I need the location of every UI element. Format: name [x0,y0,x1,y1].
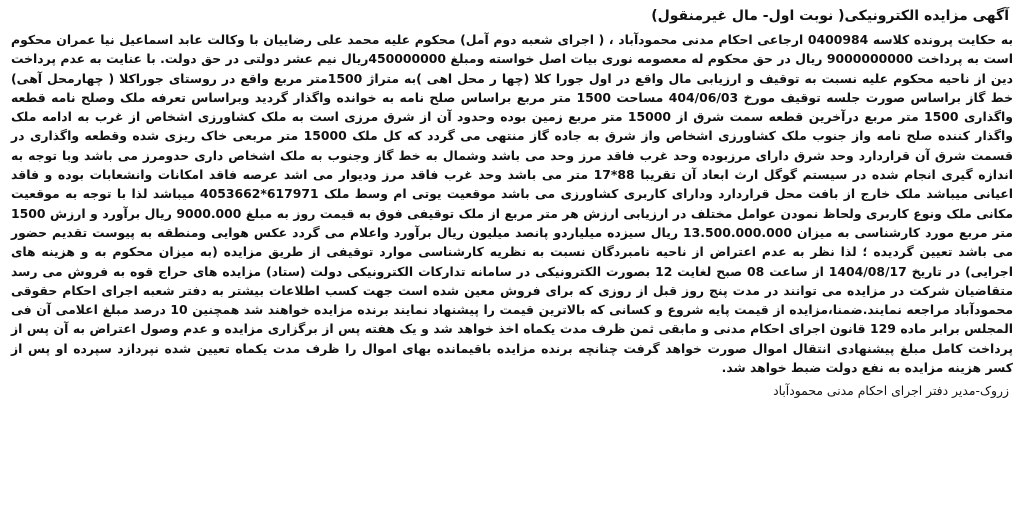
notice-body: به حکایت پرونده کلاسه 0400984 ارجاعی احکام مدنی محمودآباد ، ( اجرای شعبه دوم آمل) محکوم علیه محمد علی رضاییان با وکالت عابد اسماعیل نیا عمران محکوم است به پرداخت 9000000000 ریال در حق محکوم له معصومه نوری بیات اصل خواسته ومبلغ 450000000ریال نیم عشر دولتی در حق دولت. با عنایت به عدم پرداخت دین از ناحیه محکوم علیه نسبت به توقیف و ارزیابی مال واقع در اول جورا کلا (چها ر محل اهی )به متراژ 1500متر مربع واقع در روستای جوراکلا ( چهارمحل آهی) خط گاز براساس صورت جلسه توقیف مورخ 404/06/03 مساحت 1500 متر مربع براساس صلح نامه به خوانده واگذار گردید وبراساس تعرفه ملک وصلح نامه قطعه واگذاری 1500 متر مربع درآخرین قطعه سمت شرق از 15000 متر مربع زمین بوده وحدود آن از شرق مرزی است به ملک کشاورزی اشخاص از غرب به ادامه ملک واگذار کننده صلح نامه واز جنوب ملک کشاورزی اشخاص واز شرق به جاده گاز منتهی می گردد که کل ملک 15000 متر مربعی خاک ریزی شده وقطعه واگذاری در قسمت شرق آن قراردارد وحد شرق دارای مرزبوده وحد غرب فاقد مرز وحد می باشد وشمال به خط گاز وجنوب به ملک اشخاص داری حدومرز می باشد وبا توجه به اندازه گیری انجام شده در سیستم گوگل ارث ابعاد آن تقریبا 88*17 متر می باشد وحد غرب فاقد مرز ودیوار می اشد عرصه فاقد امکانات وانشعابات بوده و فاقد اعیانی میباشد ملک خارج از بافت محل قراردارد ودارای کاربری کشاورزی می باشد موقعیت یوتی ام وسط ملک 617971*4053662 میباشد لذا با توجه به موقعیت مکانی ملک ونوع کاربری ولحاظ نمودن عوامل مختلف در ارزیابی ارزش هر متر مربع از ملک توقیفی فوق به قیمت روز به مبلغ 9000.000 ریال برآورد و ارزش 1500 متر مربع مورد کارشناسی به میزان 13.500.000.000 ریال سیزده میلیاردو پانصد میلیون ریال برآورد واعلام می گردد عکس هوایی ومنطقه به پیوست تقدیم حضور می باشد تعیین گردیده ؛ لذا نظر به عدم اعتراض از ناحیه نامبردگان نسبت به نظریه کارشناسی موارد توقیفی از طریق مزایده (به میزان محکوم به و هزینه های اجرایی) در تاریخ 1404/08/17 از ساعت 08 صبح لغایت 12 بصورت الکترونیکی در سامانه تدارکات الکترونیکی دولت (ستاد) مزایده های حراج قوه به فروش می رسد متقاضیان شرکت در مزایده می توانند در مدت پنج روز قبل از روزی که برای فروش معین شده است جهت کسب اطلاعات بیشتر به دفتر شعبه اجرای احکام حقوقی محمودآباد مراجعه نمایند.ضمنا،مزایده از قیمت پایه شروع و کسانی که بالاترین قیمت را پیشنهاد نمایند برنده مزایده خواهند شد همچنین 10 درصد مبلغ اعلامی آن فی المجلس برابر ماده 129 قانون اجرای احکام مدنی و مابقی ثمن ظرف مدت یکماه اخذ خواهد شد و یک هفته پس از برگزاری مزایده و عدم وصول اعتراض به آن پس از پرداخت کامل مبلغ پیشنهادی انتقال اموال صورت خواهد گرفت چنانچه برنده مزایده باقیمانده بهای اموال را ظرف مدت یکماه تعیین شده نپردازد سپرده او پس از کسر هزینه مزایده به نفع دولت ضبط خواهد شد. [11,32,1014,376]
auction-notice [11,6,1013,400]
notice-signature: زروک-مدیر دفتر اجرای احکام مدنی محمودآباد [773,383,1009,399]
notice-title: آگهی مزایده الکترونیکی( نوبت اول- مال غیرمنقول) [651,8,1009,24]
